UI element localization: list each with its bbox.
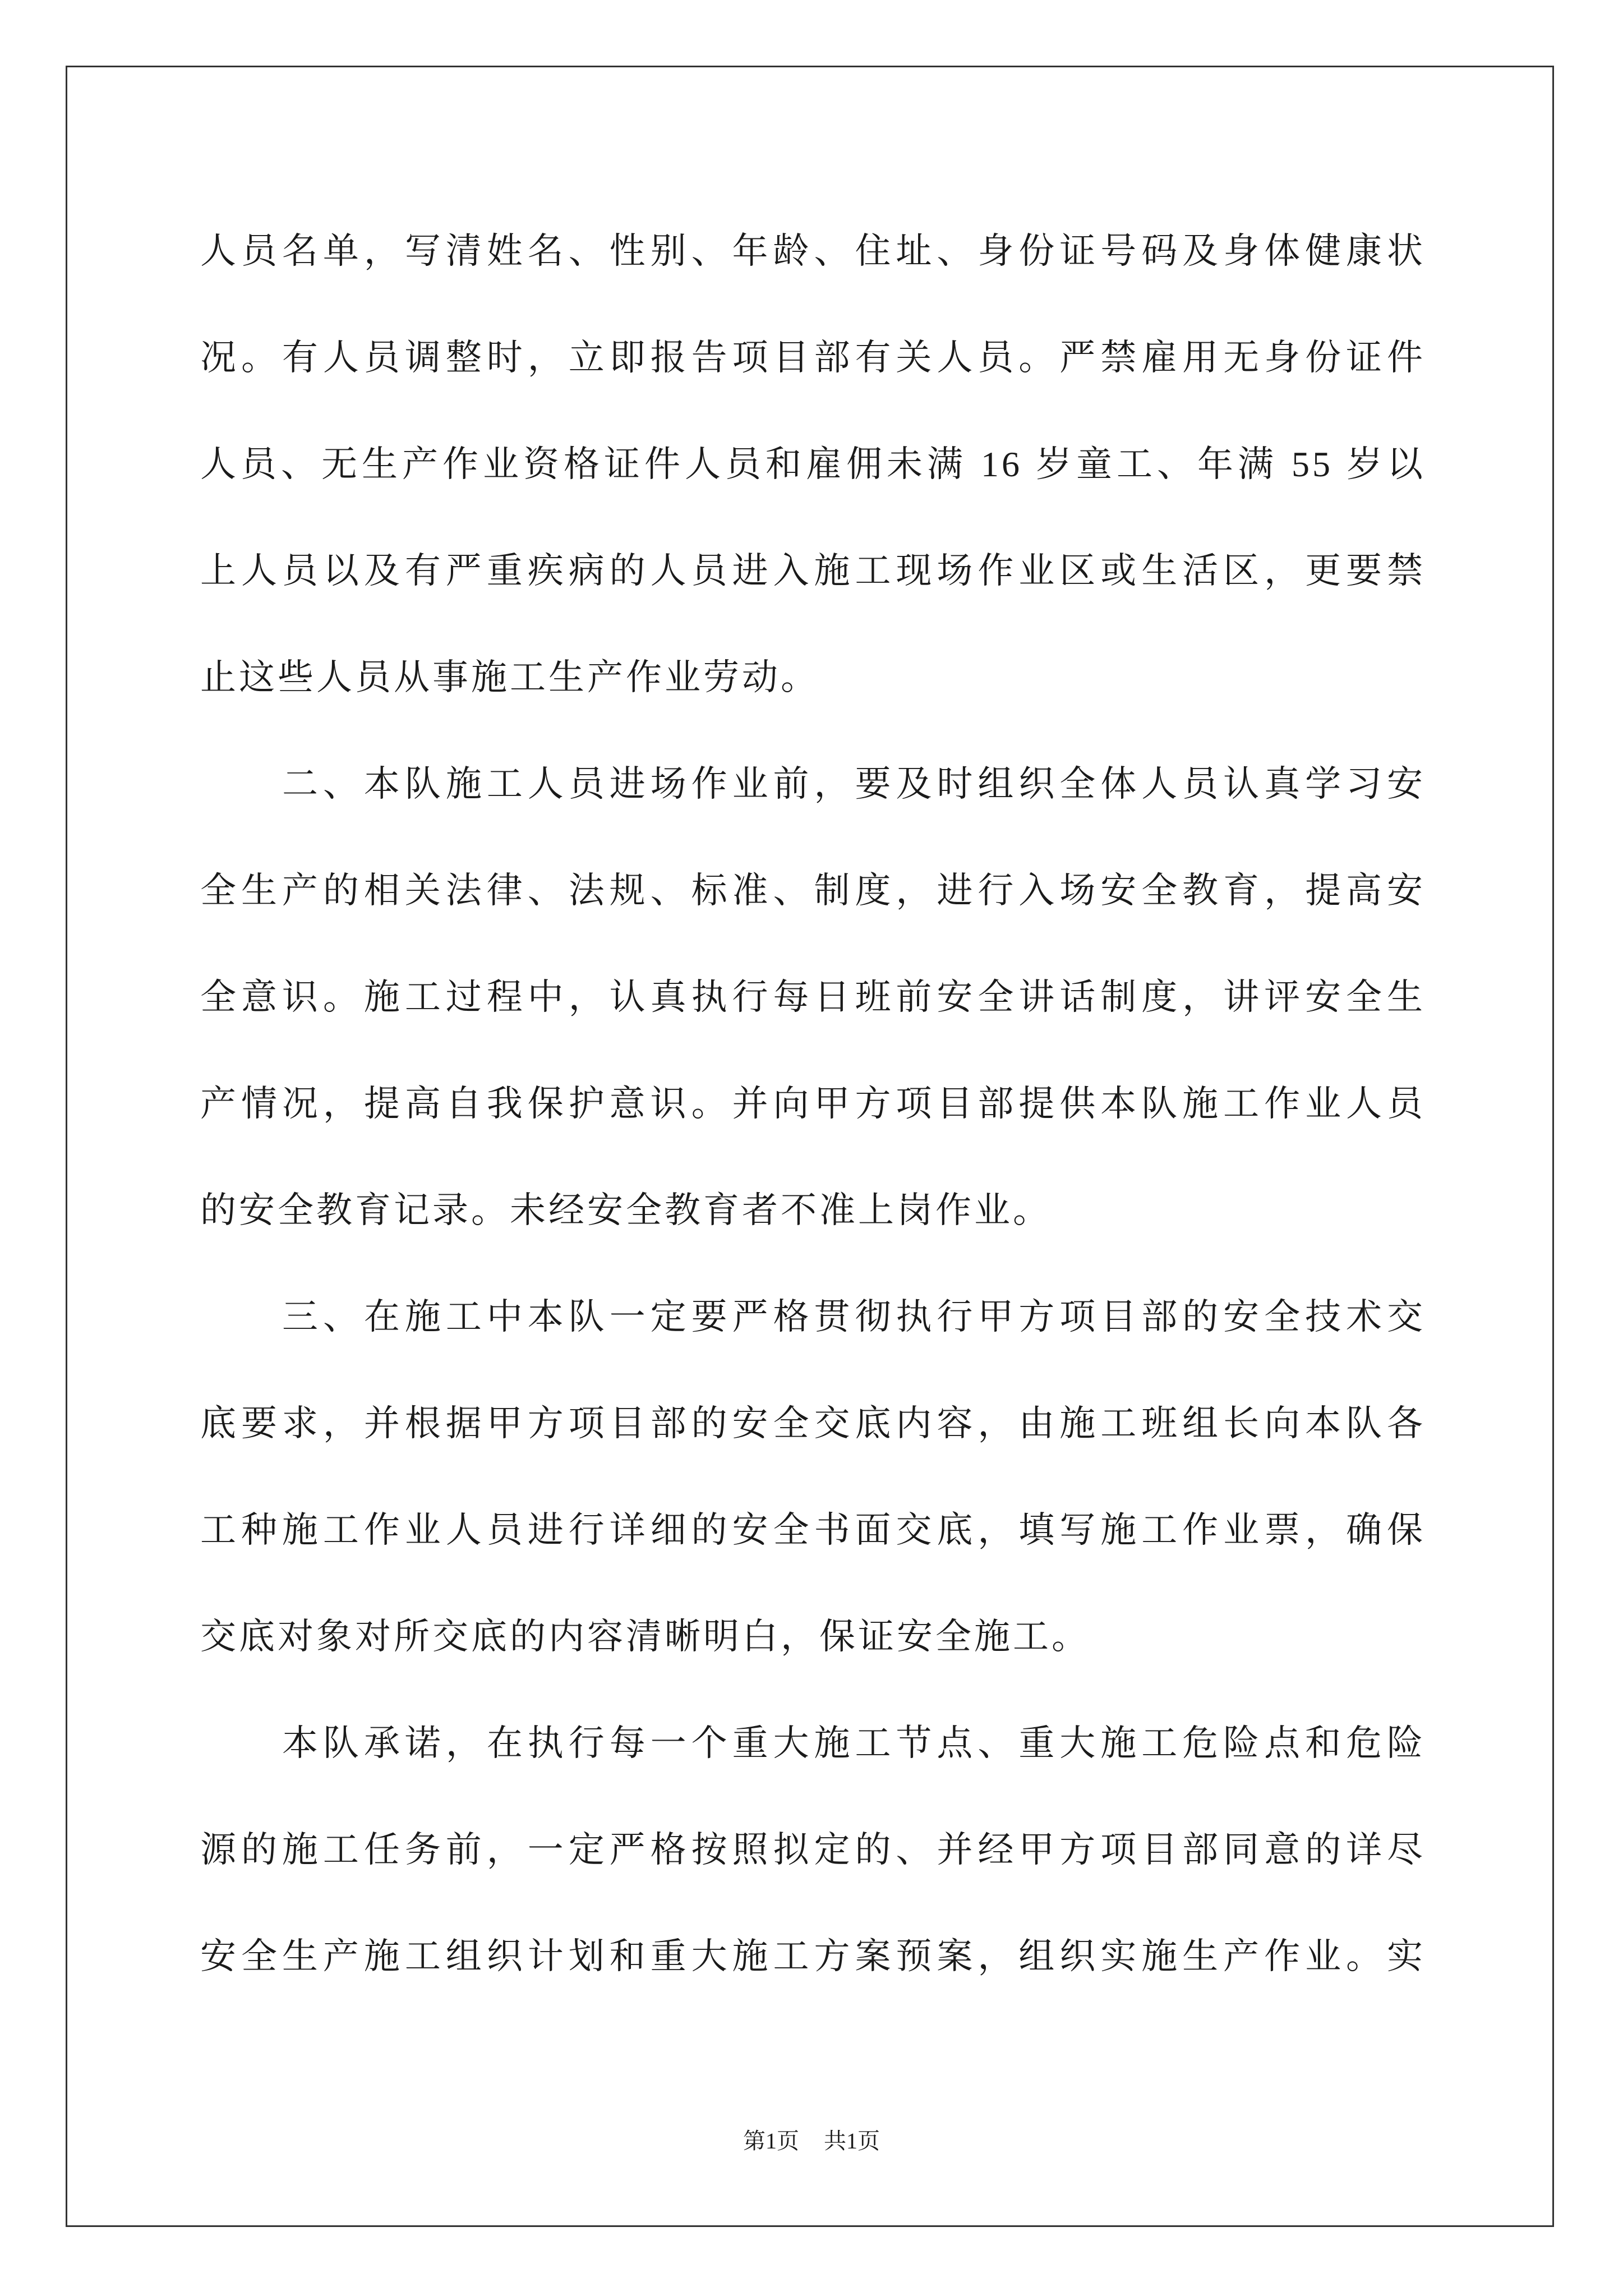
text-line: 况。有人员调整时，立即报告项目部有关人员。严禁雇用无身份证件 — [200, 338, 1426, 378]
text-line: 交底对象对所交底的内容清晰明白，保证安全施工。 — [200, 1617, 1090, 1657]
text-line: 工种施工作业人员进行详细的安全书面交底，填写施工作业票，确保 — [200, 1510, 1426, 1550]
text-line: 产情况，提高自我保护意识。并向甲方项目部提供本队施工作业人员 — [200, 1084, 1426, 1124]
text-line: 人员名单，写清姓名、性别、年龄、住址、身份证号码及身体健康状 — [200, 231, 1426, 271]
document-body — [200, 198, 1426, 2010]
page-footer — [0, 2126, 1623, 2156]
text-line: 二、本队施工人员进场作业前，要及时组织全体人员认真学习安 — [282, 764, 1426, 804]
text-line: 安全生产施工组织计划和重大施工方案预案，组织实施生产作业。实 — [200, 1936, 1426, 1976]
page-count: 共1页 — [824, 2128, 880, 2154]
text-line: 底要求，并根据甲方项目部的安全交底内容，由施工班组长向本队各 — [200, 1404, 1426, 1443]
text-line: 的安全教育记录。未经安全教育者不准上岗作业。 — [200, 1190, 1052, 1230]
paragraph — [200, 1264, 1426, 1690]
text-line: 本队承诺，在执行每一个重大施工节点、重大施工危险点和危险 — [282, 1723, 1426, 1763]
paragraph — [200, 198, 1426, 731]
text-line: 三、在施工中本队一定要严格贯彻执行甲方项目部的安全技术交 — [282, 1297, 1426, 1337]
text-line: 全意识。施工过程中，认真执行每日班前安全讲话制度，讲评安全生 — [200, 977, 1426, 1017]
text-line: 全生产的相关法律、法规、标准、制度，进行入场安全教育，提高安 — [200, 871, 1426, 910]
text-line: 人员、无生产作业资格证件人员和雇佣未满 16 岁童工、年满 55 岁以 — [200, 444, 1426, 484]
paragraph — [200, 1690, 1426, 2010]
text-line: 止这些人员从事施工生产作业劳动。 — [200, 657, 819, 697]
page-number: 第1页 — [743, 2128, 799, 2154]
text-line: 上人员以及有严重疾病的人员进入施工现场作业区或生活区，更要禁 — [200, 551, 1426, 591]
text-line: 源的施工任务前，一定严格按照拟定的、并经甲方项目部同意的详尽 — [200, 1830, 1426, 1870]
paragraph — [200, 731, 1426, 1264]
